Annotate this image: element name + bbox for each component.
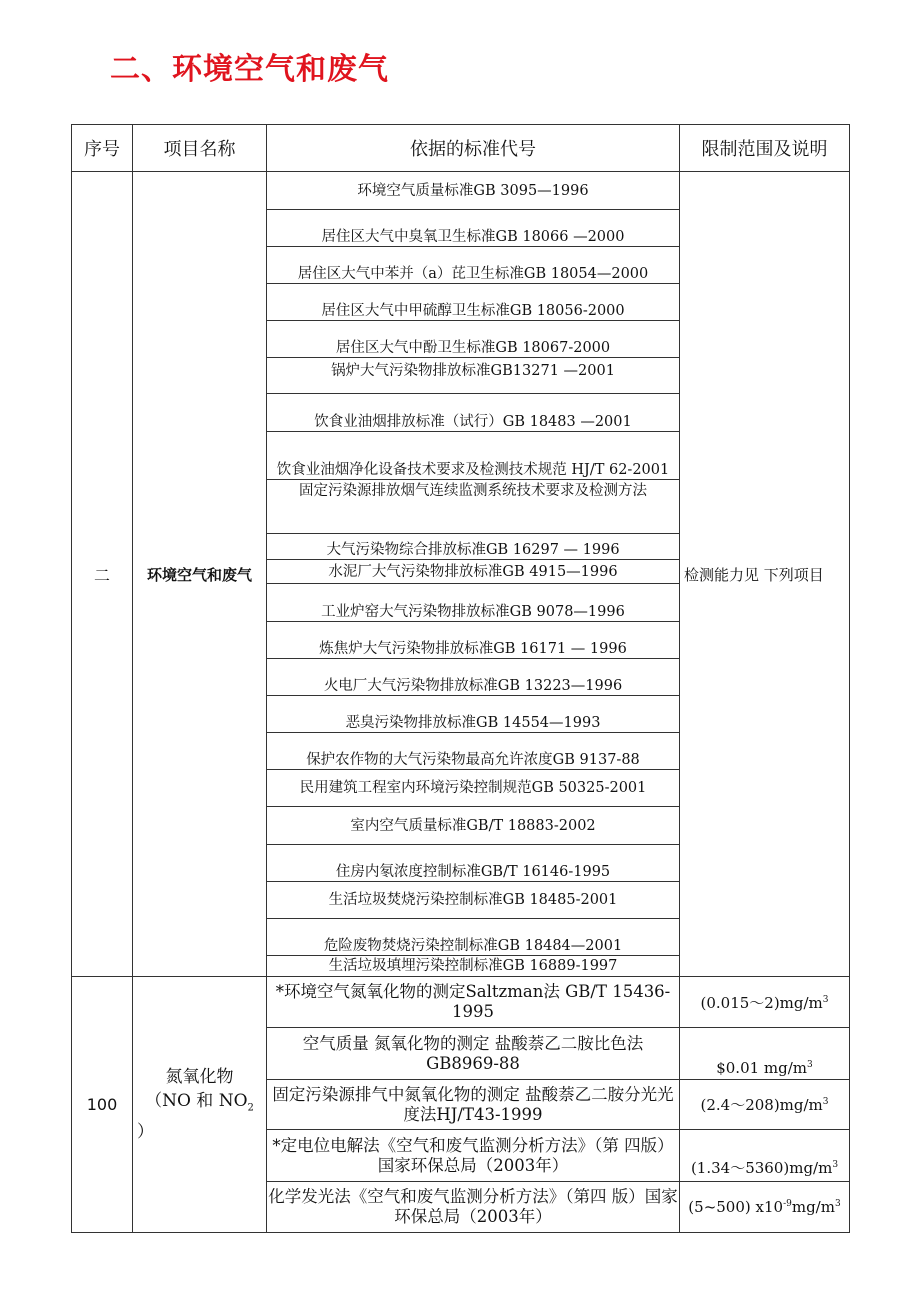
std-row: 水泥厂大气污染物排放标准GB 4915—1996 — [267, 560, 680, 584]
std-row: 锅炉大气污染物排放标准GB13271 —2001 — [267, 358, 680, 394]
method-std: 化学发光法《空气和废气监测分析方法》（第四 版）国家环保总局（2003年） — [267, 1182, 680, 1233]
method-std: *定电位电解法《空气和废气监测分析方法》（第 四版）国家环保总局（2003年） — [267, 1130, 680, 1182]
std-row: 危险废物焚烧污染控制标准GB 18484—2001 — [267, 919, 680, 956]
std-row: 工业炉窑大气污染物排放标准GB 9078—1996 — [267, 584, 680, 622]
std-row: 炼焦炉大气污染物排放标准GB 16171 — 1996 — [267, 622, 680, 659]
std-row: 大气污染物综合排放标准GB 16297 — 1996 — [267, 534, 680, 560]
method-limit: (5~500) $x10^{-9}mg/m^3$ — [680, 1182, 850, 1233]
group2-name-line1: 氮氧化物 — [165, 1066, 234, 1087]
std-row: 恶臭污染物排放标准GB 14554—1993 — [267, 696, 680, 733]
std-row: 固定污染源排放烟气连续监测系统技术要求及检测方法 — [267, 480, 680, 534]
method-std: 空气质量 氮氧化物的测定 盐酸萘乙二胺比色法 GB8969-88 — [267, 1028, 680, 1080]
std-row: 饮食业油烟排放标准（试行）GB 18483 —2001 — [267, 394, 680, 432]
section-heading: 二、环境空气和废气 — [110, 52, 389, 87]
std-row: 居住区大气中臭氧卫生标准GB 18066 —2000 — [267, 210, 680, 247]
header-standard-code: 依据的标准代号 — [267, 125, 680, 172]
header-seq: 序号 — [72, 125, 133, 172]
group2-name — [133, 977, 267, 1233]
std-row: 住房内氡浓度控制标准GB/T 16146-1995 — [267, 845, 680, 882]
group2-seq: 100 — [72, 977, 133, 1233]
header-limit: 限制范围及说明 — [680, 125, 850, 172]
group1-seq: 二 — [72, 172, 133, 977]
method-limit: (0.015〜$2)mg/m^3$ — [680, 977, 850, 1028]
table-header-row — [72, 125, 850, 172]
std-row: 居住区大气中甲硫醇卫生标准GB 18056-2000 — [267, 284, 680, 321]
std-row: 居住区大气中苯并（a）芘卫生标准GB 18054—2000 — [267, 247, 680, 284]
method-limit: (1.34〜$5360)mg/m^3$ — [680, 1130, 850, 1182]
header-item-name: 项目名称 — [133, 125, 267, 172]
std-row: 火电厂大气污染物排放标准GB 13223—1996 — [267, 659, 680, 696]
group1-limit: 检测能力见 下列项目 — [680, 172, 850, 977]
std-row: 生活垃圾焚烧污染控制标准GB 18485-2001 — [267, 882, 680, 919]
method-std: *环境空气氮氧化物的测定Saltzman法 GB/T 15436-1995 — [267, 977, 680, 1028]
std-row: 居住区大气中酚卫生标准GB 18067-2000 — [267, 321, 680, 358]
std-row: 保护农作物的大气污染物最高允许浓度GB 9137-88 — [267, 733, 680, 770]
group1-name: 环境空气和废气 — [133, 172, 267, 977]
standards-table — [71, 124, 850, 1233]
std-row: 民用建筑工程室内环境污染控制规范GB 50325-2001 — [267, 770, 680, 807]
method-limit: (2.4〜$208)mg/m^3$ — [680, 1080, 850, 1130]
group2-name-line2: （NO 和 $NO_2$ — [145, 1090, 254, 1114]
group2-name-line3: ） — [137, 1122, 154, 1143]
std-row: 室内空气质量标准GB/T 18883-2002 — [267, 807, 680, 845]
std-row: 环境空气质量标准GB 3095—1996 — [267, 172, 680, 210]
std-row: 饮食业油烟净化设备技术要求及检测技术规范 HJ/T 62-2001 — [267, 432, 680, 480]
std-row: 生活垃圾填埋污染控制标准GB 16889-1997 — [267, 956, 680, 977]
method-std: 固定污染源排气中氮氧化物的测定 盐酸萘乙二胺分光光度法HJ/T43-1999 — [267, 1080, 680, 1130]
method-limit: $0.01 $mg/m^3$ — [680, 1028, 850, 1080]
